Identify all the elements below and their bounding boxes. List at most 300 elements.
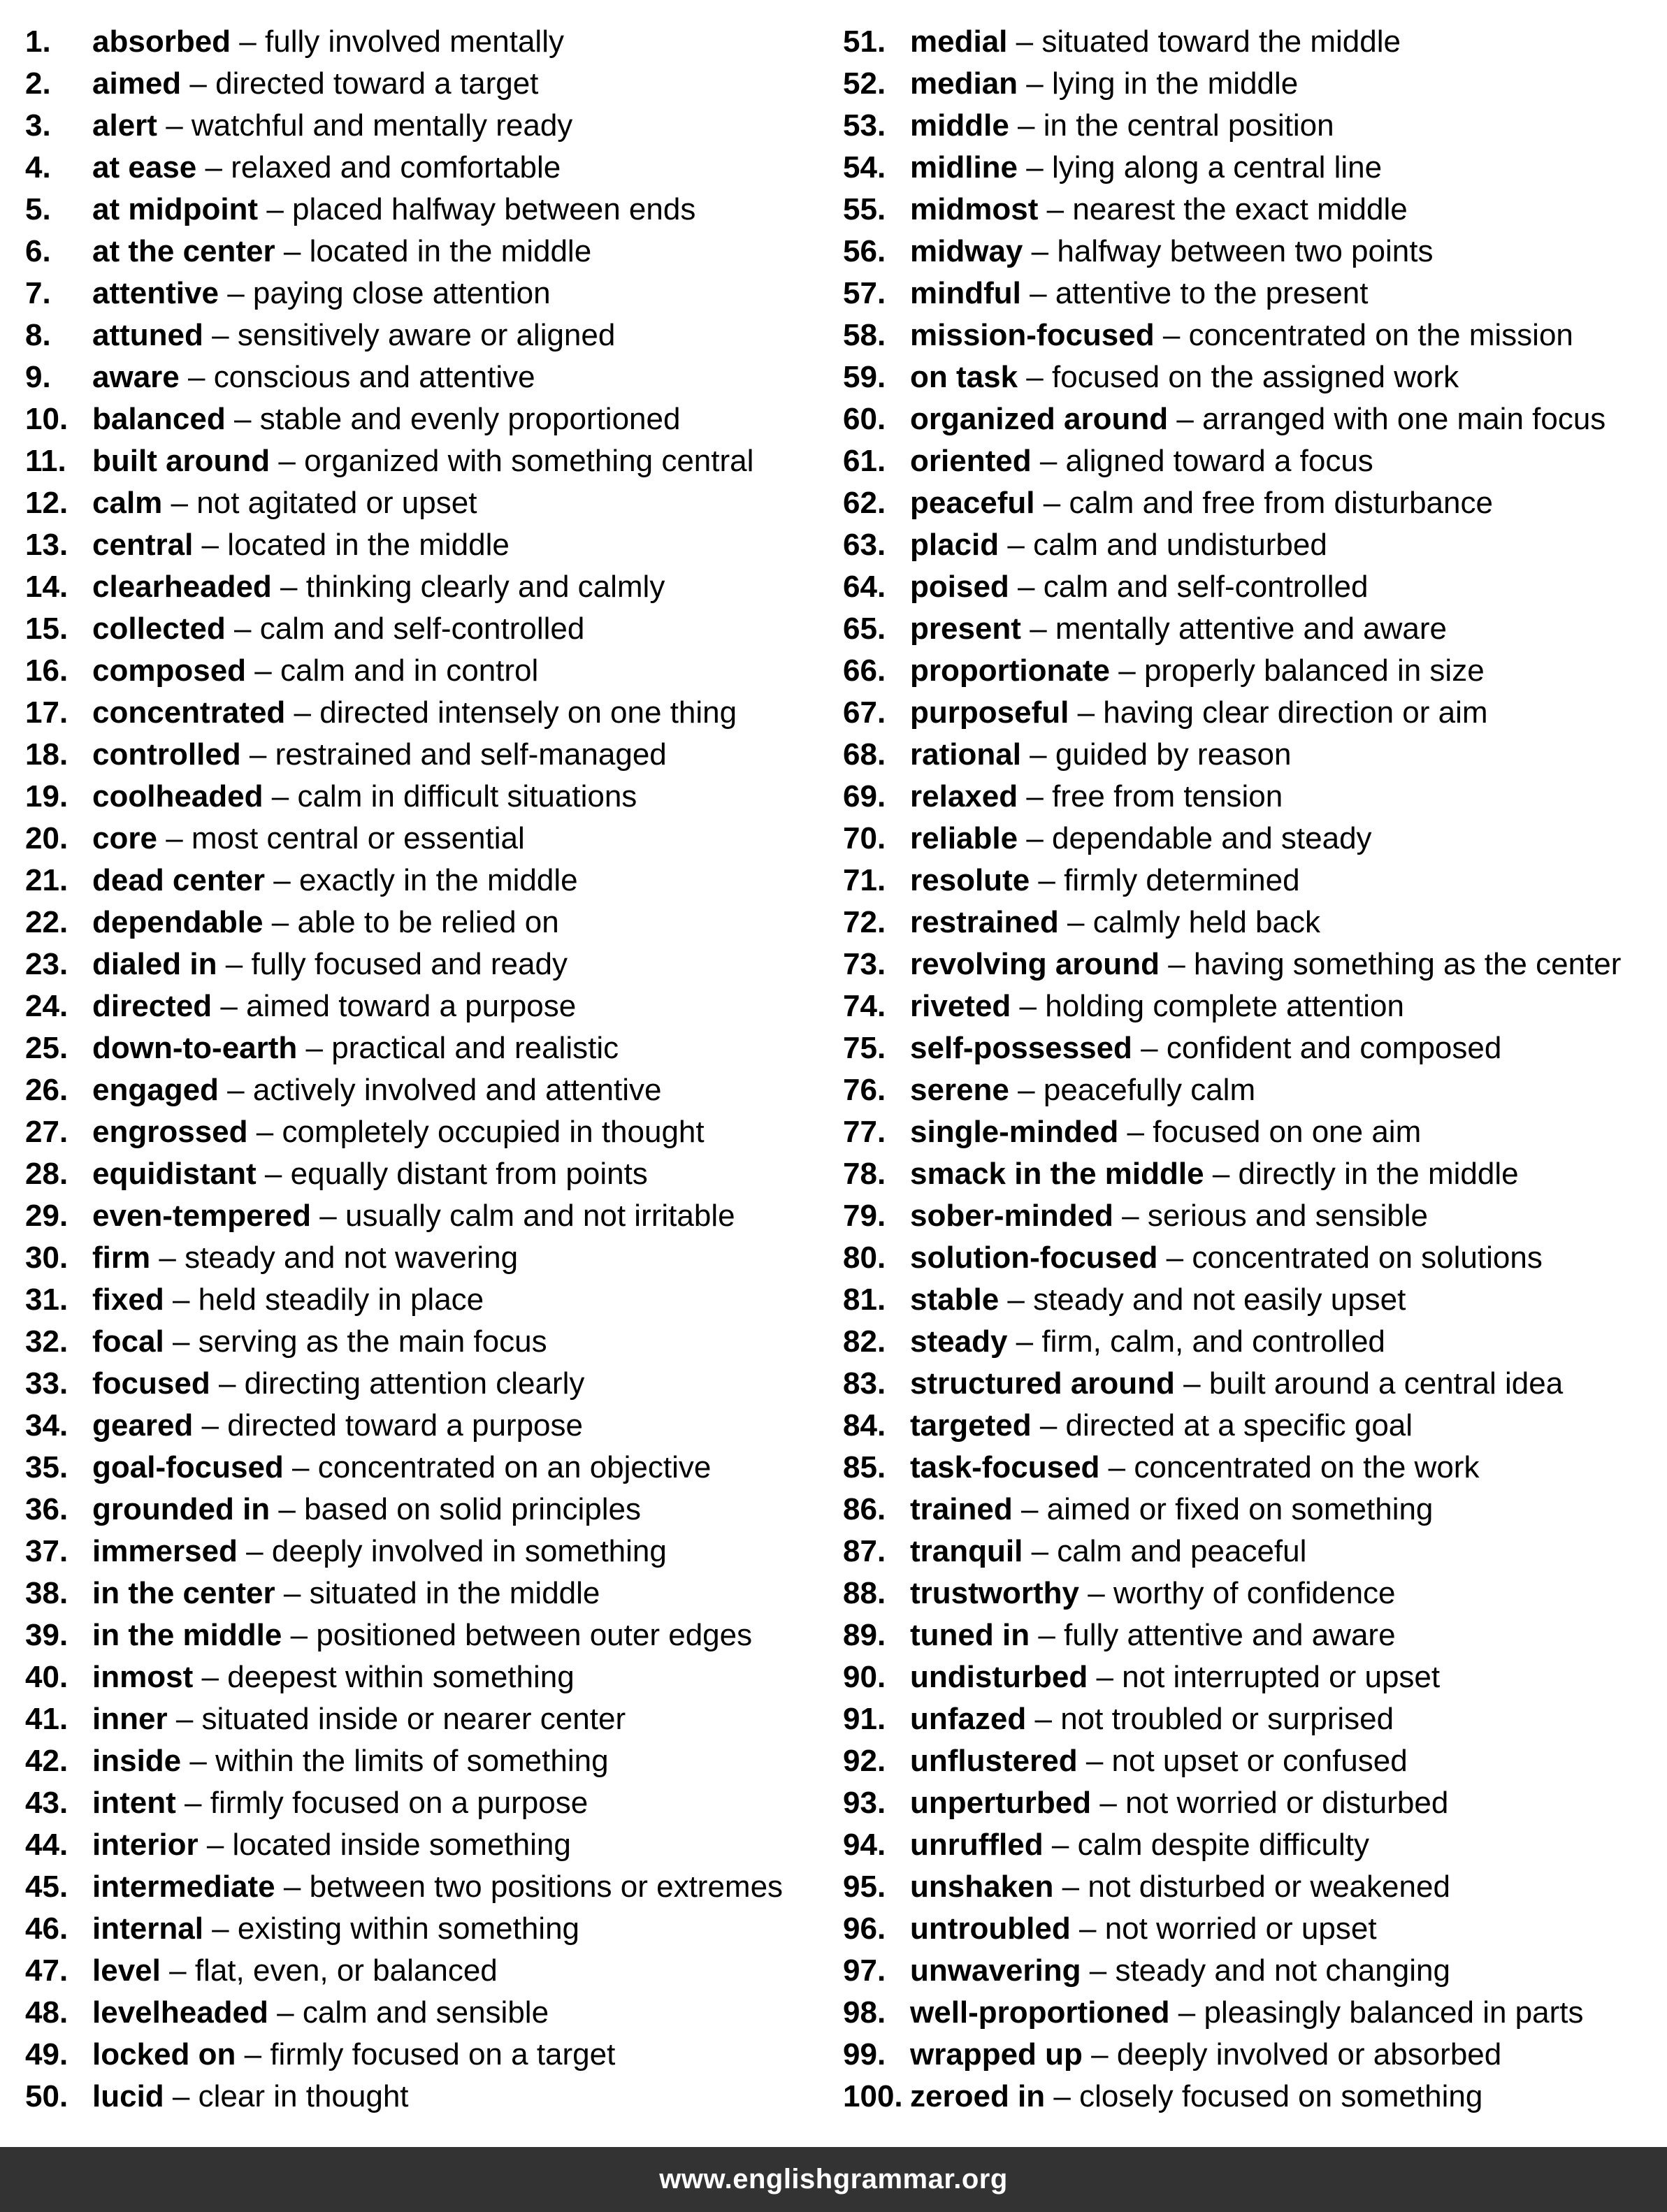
item-term: single-minded <box>910 1115 1119 1149</box>
item-number: 9. <box>25 360 51 394</box>
item-number: 69. <box>843 779 886 814</box>
list-item <box>25 692 815 734</box>
item-separator: – <box>244 2037 262 2072</box>
item-separator: – <box>1026 360 1044 394</box>
item-text <box>92 356 535 398</box>
item-number: 46. <box>25 1911 68 1946</box>
item-number: 43. <box>25 1786 68 1820</box>
item-separator: – <box>264 1157 282 1191</box>
item-definition: existing within something <box>237 1911 580 1946</box>
item-definition: deeply involved or absorbed <box>1116 2037 1502 2072</box>
item-separator: – <box>166 821 183 855</box>
item-number: 56. <box>843 234 886 268</box>
item-definition: between two positions or extremes <box>309 1870 784 1904</box>
item-term: balanced <box>92 402 226 436</box>
item-text <box>92 1363 584 1405</box>
item-definition: concentrated on the mission <box>1188 318 1573 352</box>
item-text <box>910 692 1488 734</box>
list-item <box>843 818 1661 860</box>
item-text <box>92 231 591 273</box>
item-text <box>910 105 1334 147</box>
item-number: 71. <box>843 863 886 897</box>
item-definition: actively involved and attentive <box>252 1073 662 1107</box>
item-text <box>92 902 559 944</box>
item-term: aimed <box>92 66 182 101</box>
list-item <box>843 776 1661 818</box>
item-text <box>92 860 578 902</box>
item-separator: – <box>1176 402 1194 436</box>
item-term: medial <box>910 24 1008 59</box>
item-text <box>910 776 1283 818</box>
item-number: 14. <box>25 570 68 604</box>
item-definition: concentrated on the work <box>1134 1450 1480 1484</box>
list-item <box>843 1111 1661 1153</box>
list-item <box>843 692 1661 734</box>
item-separator: – <box>1020 1492 1039 1526</box>
item-number: 33. <box>25 1366 68 1401</box>
item-separator: – <box>1122 1199 1139 1233</box>
item-separator: – <box>1031 234 1049 268</box>
item-term: focused <box>92 1366 210 1401</box>
list-item <box>25 1908 815 1950</box>
item-text <box>92 1405 583 1447</box>
list-item <box>843 860 1661 902</box>
item-term: engrossed <box>92 1115 248 1149</box>
item-term: wrapped up <box>910 2037 1083 2072</box>
list-item <box>843 1531 1661 1573</box>
item-text <box>92 21 564 63</box>
item-text <box>92 1489 641 1531</box>
item-text <box>92 1279 484 1321</box>
item-definition: directed toward a purpose <box>227 1408 583 1443</box>
item-separator: – <box>205 150 222 185</box>
item-separator: – <box>1018 570 1035 604</box>
list-item <box>843 650 1661 692</box>
item-separator: – <box>1043 486 1061 520</box>
item-separator: – <box>1078 1911 1097 1946</box>
item-term: undisturbed <box>910 1660 1088 1694</box>
item-separator: – <box>277 1995 294 2030</box>
item-definition: positioned between outer edges <box>316 1618 753 1652</box>
item-separator: – <box>1016 1324 1034 1359</box>
item-separator: – <box>1091 2037 1109 2072</box>
item-number: 19. <box>25 779 68 814</box>
item-number: 58. <box>843 318 886 352</box>
list-item <box>843 105 1661 147</box>
item-number: 52. <box>843 66 886 101</box>
item-term: riveted <box>910 989 1011 1023</box>
item-separator: – <box>1067 905 1085 939</box>
item-separator: – <box>290 1618 308 1652</box>
item-separator: – <box>1178 1995 1196 2030</box>
item-number: 49. <box>25 2037 68 2072</box>
item-separator: – <box>172 1324 190 1359</box>
item-definition: located in the middle <box>309 234 592 268</box>
item-term: equidistant <box>92 1157 257 1191</box>
list-item <box>25 776 815 818</box>
list-item <box>843 273 1661 315</box>
list-item <box>843 1824 1661 1866</box>
item-term: purposeful <box>910 695 1069 730</box>
list-item <box>843 1363 1661 1405</box>
item-number: 11. <box>25 444 66 478</box>
item-text <box>92 1740 609 1782</box>
item-definition: calm and self-controlled <box>1043 570 1369 604</box>
item-number: 38. <box>25 1576 68 1610</box>
item-separator: – <box>256 1115 274 1149</box>
item-text <box>910 860 1300 902</box>
item-text <box>92 1447 711 1489</box>
item-definition: worthy of confidence <box>1113 1576 1396 1610</box>
item-definition: in the central position <box>1043 108 1334 143</box>
item-separator: – <box>1212 1157 1230 1191</box>
item-term: geared <box>92 1408 194 1443</box>
item-separator: – <box>1077 695 1095 730</box>
item-text <box>910 1950 1450 1992</box>
item-text <box>910 1153 1519 1195</box>
list-item <box>843 1447 1661 1489</box>
list-item <box>25 1573 815 1614</box>
item-definition: practical and realistic <box>331 1031 619 1065</box>
item-separator: – <box>1085 1744 1104 1778</box>
item-separator: – <box>1039 1408 1058 1443</box>
list-item <box>25 985 815 1027</box>
item-term: proportionate <box>910 653 1110 688</box>
item-definition: peacefully calm <box>1043 1073 1256 1107</box>
item-term: dependable <box>92 905 264 939</box>
item-separator: – <box>169 1953 187 1988</box>
item-separator: – <box>1046 192 1065 226</box>
item-text <box>910 650 1485 692</box>
item-definition: nearest the exact middle <box>1072 192 1408 226</box>
item-number: 45. <box>25 1870 68 1904</box>
item-separator: – <box>159 1241 176 1275</box>
item-term: rational <box>910 737 1021 772</box>
item-definition: aligned toward a focus <box>1065 444 1373 478</box>
item-text <box>910 398 1605 440</box>
item-term: resolute <box>910 863 1030 897</box>
item-definition: located in the middle <box>227 528 510 562</box>
list-item <box>25 1321 815 1363</box>
item-text <box>910 273 1368 315</box>
list-item <box>843 2034 1661 2076</box>
item-definition: situated inside or nearer center <box>201 1702 626 1736</box>
item-separator: – <box>189 66 207 101</box>
item-definition: exactly in the middle <box>298 863 578 897</box>
item-definition: stable and evenly proportioned <box>259 402 681 436</box>
item-term: inside <box>92 1744 182 1778</box>
list-item <box>843 1992 1661 2034</box>
item-number: 7. <box>25 276 51 310</box>
item-separator: – <box>283 234 301 268</box>
list-item <box>843 147 1661 189</box>
list-item <box>843 1573 1661 1614</box>
list-item <box>25 1279 815 1321</box>
item-text <box>910 1405 1413 1447</box>
item-definition: dependable and steady <box>1052 821 1372 855</box>
item-separator: – <box>1039 444 1058 478</box>
list-item <box>843 1027 1661 1069</box>
item-definition: situated in the middle <box>309 1576 600 1610</box>
item-number: 74. <box>843 989 886 1023</box>
item-separator: – <box>1183 1366 1201 1401</box>
list-item <box>843 1950 1661 1992</box>
item-text <box>92 985 576 1027</box>
item-definition: directly in the middle <box>1238 1157 1519 1191</box>
item-number: 22. <box>25 905 68 939</box>
item-text <box>92 105 572 147</box>
item-definition: firmly focused on a purpose <box>210 1786 589 1820</box>
item-term: intermediate <box>92 1870 275 1904</box>
item-separator: – <box>172 1282 190 1317</box>
item-text <box>910 524 1327 566</box>
item-term: smack in the middle <box>910 1157 1204 1191</box>
word-list-column-left <box>25 21 815 2118</box>
item-definition: steady and not wavering <box>185 1241 519 1275</box>
item-definition: free from tension <box>1052 779 1283 814</box>
item-separator: – <box>201 1408 219 1443</box>
item-definition: firm, calm, and controlled <box>1041 1324 1385 1359</box>
item-number: 18. <box>25 737 68 772</box>
list-item <box>843 1908 1661 1950</box>
item-term: core <box>92 821 157 855</box>
item-definition: concentrated on solutions <box>1192 1241 1543 1275</box>
item-separator: – <box>1053 2079 1071 2113</box>
list-item <box>843 1614 1661 1656</box>
item-text <box>92 1656 575 1698</box>
item-number: 21. <box>25 863 68 897</box>
item-separator: – <box>1038 1618 1055 1652</box>
item-definition: most central or essential <box>191 821 525 855</box>
item-number: 80. <box>843 1241 886 1275</box>
item-definition: fully involved mentally <box>265 24 564 59</box>
item-text <box>910 608 1447 650</box>
list-item <box>25 1153 815 1195</box>
item-term: median <box>910 66 1018 101</box>
list-item <box>25 1824 815 1866</box>
item-text <box>92 1153 648 1195</box>
list-item <box>25 944 815 985</box>
item-term: locked on <box>92 2037 236 2072</box>
item-text <box>910 1279 1406 1321</box>
item-separator: – <box>1007 1282 1025 1317</box>
list-item <box>25 1195 815 1237</box>
item-number: 90. <box>843 1660 886 1694</box>
item-term: fixed <box>92 1282 164 1317</box>
item-term: composed <box>92 653 247 688</box>
list-item <box>843 1782 1661 1824</box>
item-definition: restrained and self-managed <box>275 737 667 772</box>
item-definition: calm in difficult situations <box>297 779 637 814</box>
item-number: 55. <box>843 192 886 226</box>
list-item <box>843 1405 1661 1447</box>
item-text <box>92 1195 735 1237</box>
item-term: absorbed <box>92 24 231 59</box>
list-item <box>843 1195 1661 1237</box>
item-text <box>910 356 1459 398</box>
item-term: directed <box>92 989 212 1023</box>
list-item <box>843 566 1661 608</box>
item-term: at the center <box>92 234 275 268</box>
item-text <box>92 398 680 440</box>
item-separator: – <box>1026 779 1044 814</box>
item-term: task-focused <box>910 1450 1100 1484</box>
item-term: unshaken <box>910 1870 1054 1904</box>
item-separator: – <box>273 863 291 897</box>
list-item <box>25 315 815 356</box>
item-separator: – <box>1030 276 1047 310</box>
item-text <box>92 692 737 734</box>
item-separator: – <box>220 989 238 1023</box>
item-number: 79. <box>843 1199 886 1233</box>
item-definition: guided by reason <box>1055 737 1292 772</box>
item-separator: – <box>283 1870 301 1904</box>
item-number: 10. <box>25 402 68 436</box>
item-definition: lying in the middle <box>1052 66 1299 101</box>
item-separator: – <box>271 779 289 814</box>
item-term: dead center <box>92 863 265 897</box>
item-definition: flat, even, or balanced <box>194 1953 498 1988</box>
item-term: firm <box>92 1241 151 1275</box>
item-definition: steady and not easily upset <box>1033 1282 1406 1317</box>
item-text <box>92 147 561 189</box>
item-term: attuned <box>92 318 203 352</box>
item-definition: properly balanced in size <box>1143 653 1485 688</box>
list-item <box>25 398 815 440</box>
list-item <box>843 608 1661 650</box>
item-number: 50. <box>25 2079 68 2113</box>
item-text <box>910 902 1320 944</box>
item-number: 29. <box>25 1199 68 1233</box>
item-term: intent <box>92 1786 176 1820</box>
footer-url: www.englishgrammar.org <box>659 2164 1008 2195</box>
item-definition: firmly focused on a target <box>270 2037 616 2072</box>
item-term: zeroed in <box>910 2079 1046 2113</box>
item-text <box>92 1698 626 1740</box>
item-text <box>92 566 665 608</box>
list-item <box>843 231 1661 273</box>
item-text <box>910 1027 1501 1069</box>
list-item <box>25 1363 815 1405</box>
item-definition: concentrated on an objective <box>317 1450 712 1484</box>
item-number: 84. <box>843 1408 886 1443</box>
list-item <box>25 1866 815 1908</box>
item-text <box>92 1237 518 1279</box>
item-term: organized around <box>910 402 1169 436</box>
item-term: controlled <box>92 737 241 772</box>
item-separator: – <box>294 695 312 730</box>
item-term: interior <box>92 1828 199 1862</box>
item-definition: clear in thought <box>198 2079 409 2113</box>
item-separator: – <box>218 1366 236 1401</box>
item-number: 66. <box>843 653 886 688</box>
list-item <box>25 1111 815 1153</box>
item-number: 4. <box>25 150 51 185</box>
list-item <box>843 482 1661 524</box>
item-number: 76. <box>843 1073 886 1107</box>
item-number: 100. <box>843 2079 903 2113</box>
list-item <box>843 189 1661 231</box>
item-definition: completely occupied in thought <box>282 1115 705 1149</box>
item-number: 54. <box>843 150 886 185</box>
item-definition: halfway between two points <box>1057 234 1434 268</box>
item-number: 97. <box>843 1953 886 1988</box>
item-number: 73. <box>843 947 886 981</box>
item-separator: – <box>271 905 289 939</box>
item-term: tuned in <box>910 1618 1030 1652</box>
list-item <box>843 2076 1661 2118</box>
item-text <box>92 1531 667 1573</box>
item-text <box>910 1111 1421 1153</box>
item-term: well-proportioned <box>910 1995 1170 2030</box>
list-item <box>843 902 1661 944</box>
item-text <box>910 985 1404 1027</box>
item-definition: lying along a central line <box>1051 150 1383 185</box>
list-item <box>25 1656 815 1698</box>
item-term: revolving around <box>910 947 1160 981</box>
item-separator: – <box>1016 24 1034 59</box>
item-term: central <box>92 528 194 562</box>
item-term: tranquil <box>910 1534 1023 1568</box>
list-item <box>25 650 815 692</box>
item-number: 87. <box>843 1534 886 1568</box>
list-item <box>25 566 815 608</box>
item-text <box>92 189 695 231</box>
item-text <box>92 2076 409 2118</box>
footer-bar <box>0 2147 1667 2212</box>
item-separator: – <box>206 1828 224 1862</box>
item-text <box>910 818 1372 860</box>
list-item <box>25 231 815 273</box>
item-separator: – <box>189 1744 207 1778</box>
item-term: stable <box>910 1282 1000 1317</box>
item-number: 89. <box>843 1618 886 1652</box>
item-separator: – <box>249 737 267 772</box>
item-text <box>92 1866 783 1908</box>
item-text <box>92 1950 498 1992</box>
list-item <box>25 105 815 147</box>
item-term: goal-focused <box>92 1450 284 1484</box>
item-number: 68. <box>843 737 886 772</box>
list-item <box>25 1405 815 1447</box>
list-item <box>25 818 815 860</box>
list-item <box>843 21 1661 63</box>
item-term: restrained <box>910 905 1059 939</box>
item-term: peaceful <box>910 486 1035 520</box>
item-number: 96. <box>843 1911 886 1946</box>
item-separator: – <box>1030 737 1047 772</box>
item-term: unwavering <box>910 1953 1081 1988</box>
item-text <box>910 21 1401 63</box>
item-term: solution-focused <box>910 1241 1158 1275</box>
list-item <box>25 1740 815 1782</box>
item-number: 75. <box>843 1031 886 1065</box>
list-item <box>25 1237 815 1279</box>
item-definition: aimed or fixed on something <box>1046 1492 1434 1526</box>
list-item <box>25 63 815 105</box>
item-term: internal <box>92 1911 203 1946</box>
item-text <box>910 1363 1563 1405</box>
item-definition: relaxed and comfortable <box>231 150 561 185</box>
item-number: 23. <box>25 947 68 981</box>
item-separator: – <box>1026 66 1044 101</box>
item-term: targeted <box>910 1408 1032 1443</box>
item-separator: – <box>1089 1953 1107 1988</box>
item-number: 92. <box>843 1744 886 1778</box>
list-item <box>843 398 1661 440</box>
item-text <box>92 944 568 985</box>
list-item <box>843 1069 1661 1111</box>
